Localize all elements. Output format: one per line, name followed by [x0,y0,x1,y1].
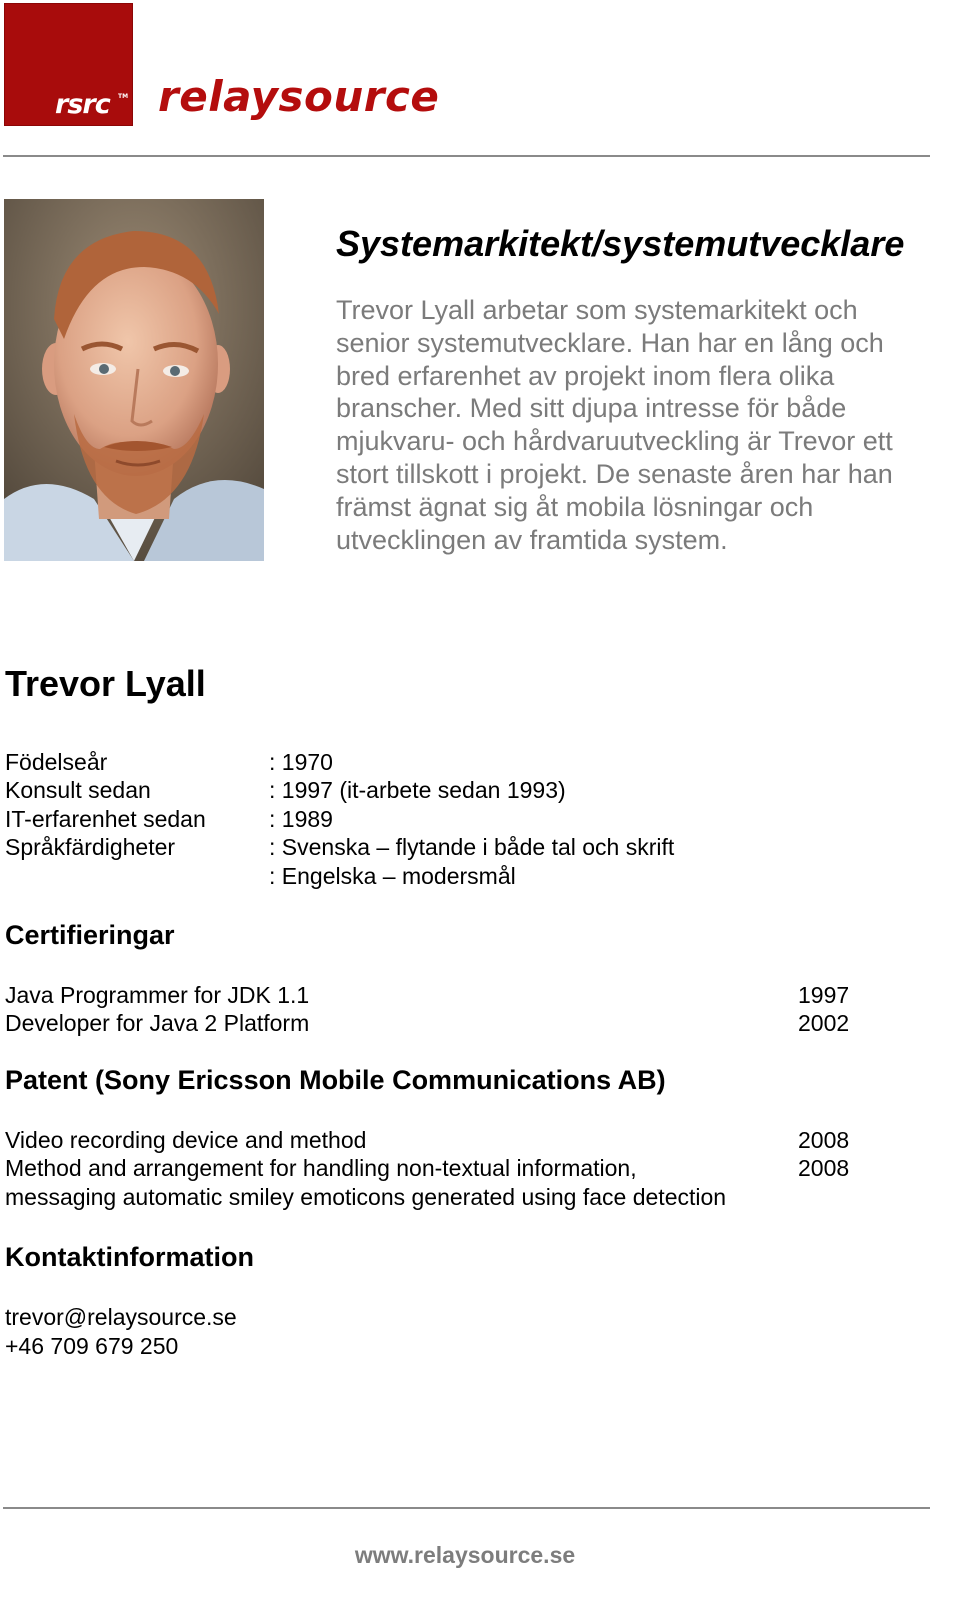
list-item [5,1154,905,1182]
list-item [5,981,905,1009]
portrait-photo [4,199,264,561]
contact-info [5,1303,237,1360]
footer-divider [3,1507,930,1509]
fact-value: : 1989 [269,805,333,832]
patent-year: 2008 [798,1155,850,1182]
person-name: Trevor Lyall [5,663,206,704]
fact-label [5,862,269,890]
fact-label: Konsult sedan [5,777,151,804]
fact-row [5,748,674,776]
fact-value: : Engelska – modersmål [269,862,516,889]
fact-row [5,833,674,861]
trademark-symbol: TM [118,93,129,100]
fact-row [5,805,674,833]
patent-title: Method and arrangement for handling non-textual information, [5,1155,637,1182]
fact-value: : 1997 (it-arbete sedan 1993) [269,777,566,804]
fact-label: Födelseår [5,749,108,775]
intro-paragraph: Trevor Lyall arbetar som systemarkitekt och senior systemutvecklare. Han har en lång och bred erfarenhet av projekt inom flera olika branscher. Med sitt djupa intresse för både mjukvaru- och hårdvaruutveckling är Trevor ett stort tillskott i projekt. De senaste åren har han främst ägnat sig åt mobila lösningar och utvecklingen av framtida system. [336,295,893,555]
fact-value: : 1970 [269,749,333,775]
certification-name: Java Programmer for JDK 1.1 [5,982,310,1008]
fact-row [5,776,674,804]
header-divider [3,155,930,157]
contact-heading: Kontaktinformation [5,1242,254,1272]
fact-label: Språkfärdigheter [5,834,176,861]
fact-row [5,862,674,890]
patent-year: 2008 [798,1127,850,1153]
personal-facts [5,748,674,890]
patents-list [5,1126,905,1211]
certifications-heading: Certifieringar [5,920,175,950]
certification-name: Developer for Java 2 Platform [5,1010,310,1037]
contact-phone[interactable]: +46 709 679 250 [5,1332,179,1359]
list-item [5,1183,905,1211]
job-title: Systemarkitekt/systemutvecklare [336,223,905,264]
patent-title: Video recording device and method [5,1127,367,1153]
certification-year: 1997 [798,982,850,1008]
logo-abbreviation: rsrc [55,89,110,120]
list-item [5,1126,905,1154]
certifications-list [5,981,905,1038]
footer-url[interactable]: www.relaysource.se [354,1542,576,1568]
fact-value: : Svenska – flytande i både tal och skrift [269,834,675,861]
patents-heading: Patent (Sony Ericsson Mobile Communications AB) [5,1065,666,1095]
list-item [5,1009,905,1037]
patent-title: messaging automatic smiley emoticons generated using face detection [5,1183,727,1210]
fact-label: IT-erfarenhet sedan [5,805,206,832]
brand-wordmark: relaysource [158,72,440,121]
portrait-illustration [4,199,264,561]
logo-mark [4,3,133,126]
certification-year: 2002 [798,1010,850,1037]
contact-email[interactable]: trevor@relaysource.se [5,1304,237,1330]
